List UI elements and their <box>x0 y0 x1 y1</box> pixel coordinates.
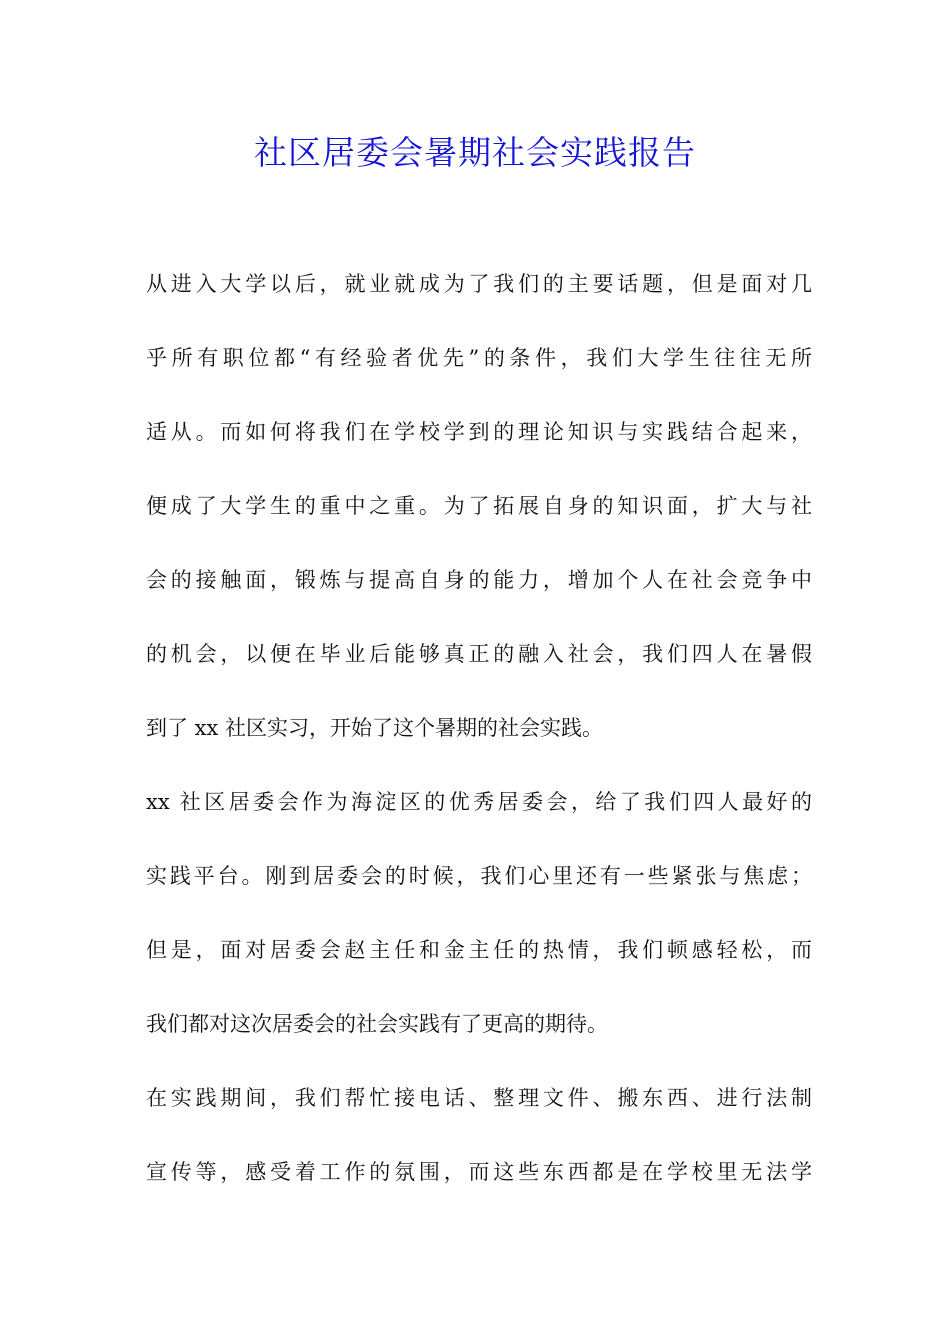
text-line: 到了 xx 社区实习，开始了这个暑期的社会实践。 <box>146 716 604 740</box>
text-line: 的机会，以便在毕业后能够真正的融入社会，我们四人在暑假 <box>146 642 812 666</box>
document-body <box>146 260 812 1222</box>
text-line: xx 社区居委会作为海淀区的优秀居委会，给了我们四人最好的 <box>146 790 812 814</box>
text-line: 我们都对这次居委会的社会实践有了更高的期待。 <box>146 1012 608 1036</box>
text-line: 宣传等，感受着工作的氛围，而这些东西都是在学校里无法学 <box>146 1160 812 1184</box>
text-line: 乎所有职位都“有经验者优先”的条件，我们大学生往往无所 <box>146 346 812 370</box>
text-line: 便成了大学生的重中之重。为了拓展自身的知识面，扩大与社 <box>146 494 812 518</box>
text-line: 但是，面对居委会赵主任和金主任的热情，我们顿感轻松，而 <box>146 938 812 962</box>
document-title: 社区居委会暑期社会实践报告 <box>254 133 696 172</box>
text-line: 适从。而如何将我们在学校学到的理论知识与实践结合起来， <box>146 420 812 444</box>
text-line: 在实践期间，我们帮忙接电话、整理文件、搬东西、进行法制 <box>146 1086 812 1110</box>
text-line: 从进入大学以后，就业就成为了我们的主要话题，但是面对几 <box>146 272 812 296</box>
text-line: 会的接触面，锻炼与提高自身的能力，增加个人在社会竞争中 <box>146 568 812 592</box>
text-line: 实践平台。刚到居委会的时候，我们心里还有一些紧张与焦虑； <box>146 864 812 888</box>
